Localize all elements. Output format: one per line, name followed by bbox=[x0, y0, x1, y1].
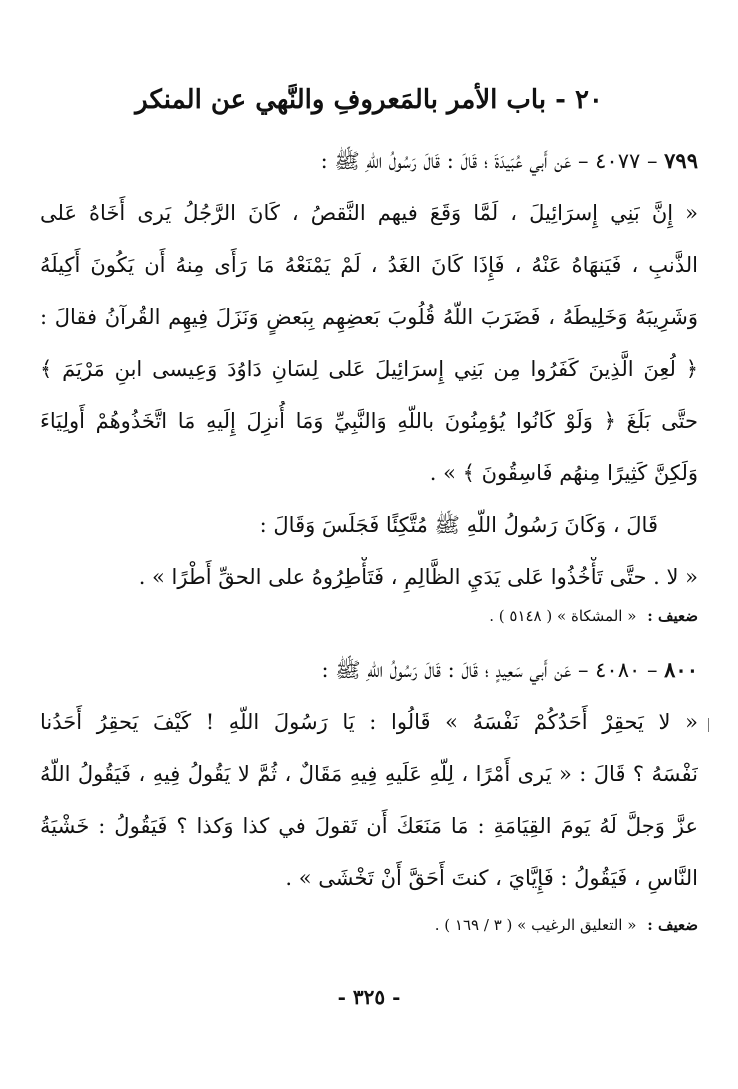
grading-source: « المشكاة » ( ٥١٤٨ ) . bbox=[489, 607, 637, 625]
hadith-800-header bbox=[40, 650, 698, 690]
hadith-799-header bbox=[40, 141, 698, 181]
hadith-number: ٧٩٩ bbox=[664, 148, 698, 173]
text-line: وَلَكِنَّ كَثِيرًا مِنهُم فَاسِقُونَ ﴾ » . bbox=[429, 461, 698, 485]
hadith-reference: – ٤٠٧٧ bbox=[595, 149, 658, 173]
text-line: وَشَرِيبَهُ وَخَلِيطَهُ ، فَضَرَبَ اللّهُ قُلُوبَ بَعضِهِم بِبَعضٍ وَنَزَلَ فِيهِم القُرآنُ فقالَ : bbox=[40, 305, 698, 329]
text-line: « لا . حتَّى تَأْخُذُوا عَلى يَدَيِ الظَّالِمِ ، فَتَأْطِرُوهُ على الحقِّ أَطْرًا » . bbox=[138, 565, 698, 589]
text-line: النَّاسِ ، فَيَقُولُ : فَإِيَّايَ ، كنتَ أَحَقَّ أَنْ تَخْشَى » . bbox=[285, 866, 698, 890]
hadith-reference: – ٤٠٨٠ bbox=[595, 658, 658, 682]
grading-label: ضعيف : bbox=[647, 916, 698, 934]
grading-label: ضعيف : bbox=[647, 607, 698, 625]
text-line: نَفْسَهُ ؟ قَالَ : « يَرى أَمْرًا ، لِلّهِ عَلَيهِ فِيهِ مَقَالٌ ، ثُمَّ لا يَقُولُ فِيهِ ، فَيَقُولُ اللّهُ bbox=[40, 762, 698, 786]
quran-verse-line: ﴿ لُعِنَ الَّذِينَ كَفَرُوا مِن بَنِي إِسرَائِيلَ عَلى لِسَانِ دَاوُدَ وَعِيسى ابنِ مَرْيَمَ ﴾ bbox=[40, 357, 698, 381]
text-line: « إِنَّ بَنِي إِسرَائِيلَ ، لَمَّا وَقَعَ فيهم النَّقصُ ، كَانَ الرَّجُلُ يَرى أَخَاهُ عَلى bbox=[40, 201, 698, 225]
page-number: - ٣٢٥ - bbox=[337, 985, 401, 1009]
hadith-isnad: – عَن أَبي سَعِيدٍ ؛ قَالَ : قَالَ رَسُولُ اللّهِ ﷺ : bbox=[321, 658, 589, 682]
text-line: عزَّ وَجلَّ لَهُ يَومَ القِيَامَةِ : مَا مَنَعَكَ أَن تَقولَ في كذا وَكذا ؟ فَيَقُولُ : خَشْيَةُ bbox=[40, 814, 698, 838]
text-line: « لا يَحقِرْ أَحَدُكُمْ نَفْسَهُ » قَالُوا : يَا رَسُولَ اللّهِ ! كَيْفَ يَحقِرُ أَحَدُنا bbox=[40, 710, 698, 734]
text-line: قَالَ ، وَكَانَ رَسُولُ اللّهِ ﷺ مُتَّكِئًا فَجَلَسَ وَقَالَ : bbox=[259, 513, 658, 537]
chapter-title: ٢٠ - باب الأمر بالمَعروفِ والنَّهي عن المنكر bbox=[135, 85, 603, 115]
quran-verse-line: حتَّى بَلَغَ ﴿ وَلَوْ كَانُوا يُؤمِنُونَ باللّهِ وَالنَّبِيِّ وَمَا أُنزِلَ إِلَيهِ مَا اتَّخَذُوهُمْ أَولِيَاءَ bbox=[40, 409, 698, 433]
grading-source: « التعليق الرغيب » ( ٣ / ١٦٩ ) . bbox=[434, 916, 637, 934]
text-line: الذَّنبِ ، فَيَنهَاهُ عَنْهُ ، فَإِذَا كَانَ الغَدُ ، لَمْ يَمْنَعْهُ مَا رَأَى مِنهُ أَن يَكُونَ أَكِيلَهُ bbox=[40, 253, 698, 277]
hadith-grading bbox=[40, 910, 698, 940]
hadith-number: ٨٠٠ bbox=[664, 657, 698, 682]
hadith-grading bbox=[40, 601, 698, 631]
margin-mark bbox=[708, 718, 709, 732]
hadith-isnad: – عَن أَبي عُبَيدَةَ ؛ قَالَ : قَالَ رَسُولُ اللّهِ ﷺ : bbox=[320, 149, 589, 173]
